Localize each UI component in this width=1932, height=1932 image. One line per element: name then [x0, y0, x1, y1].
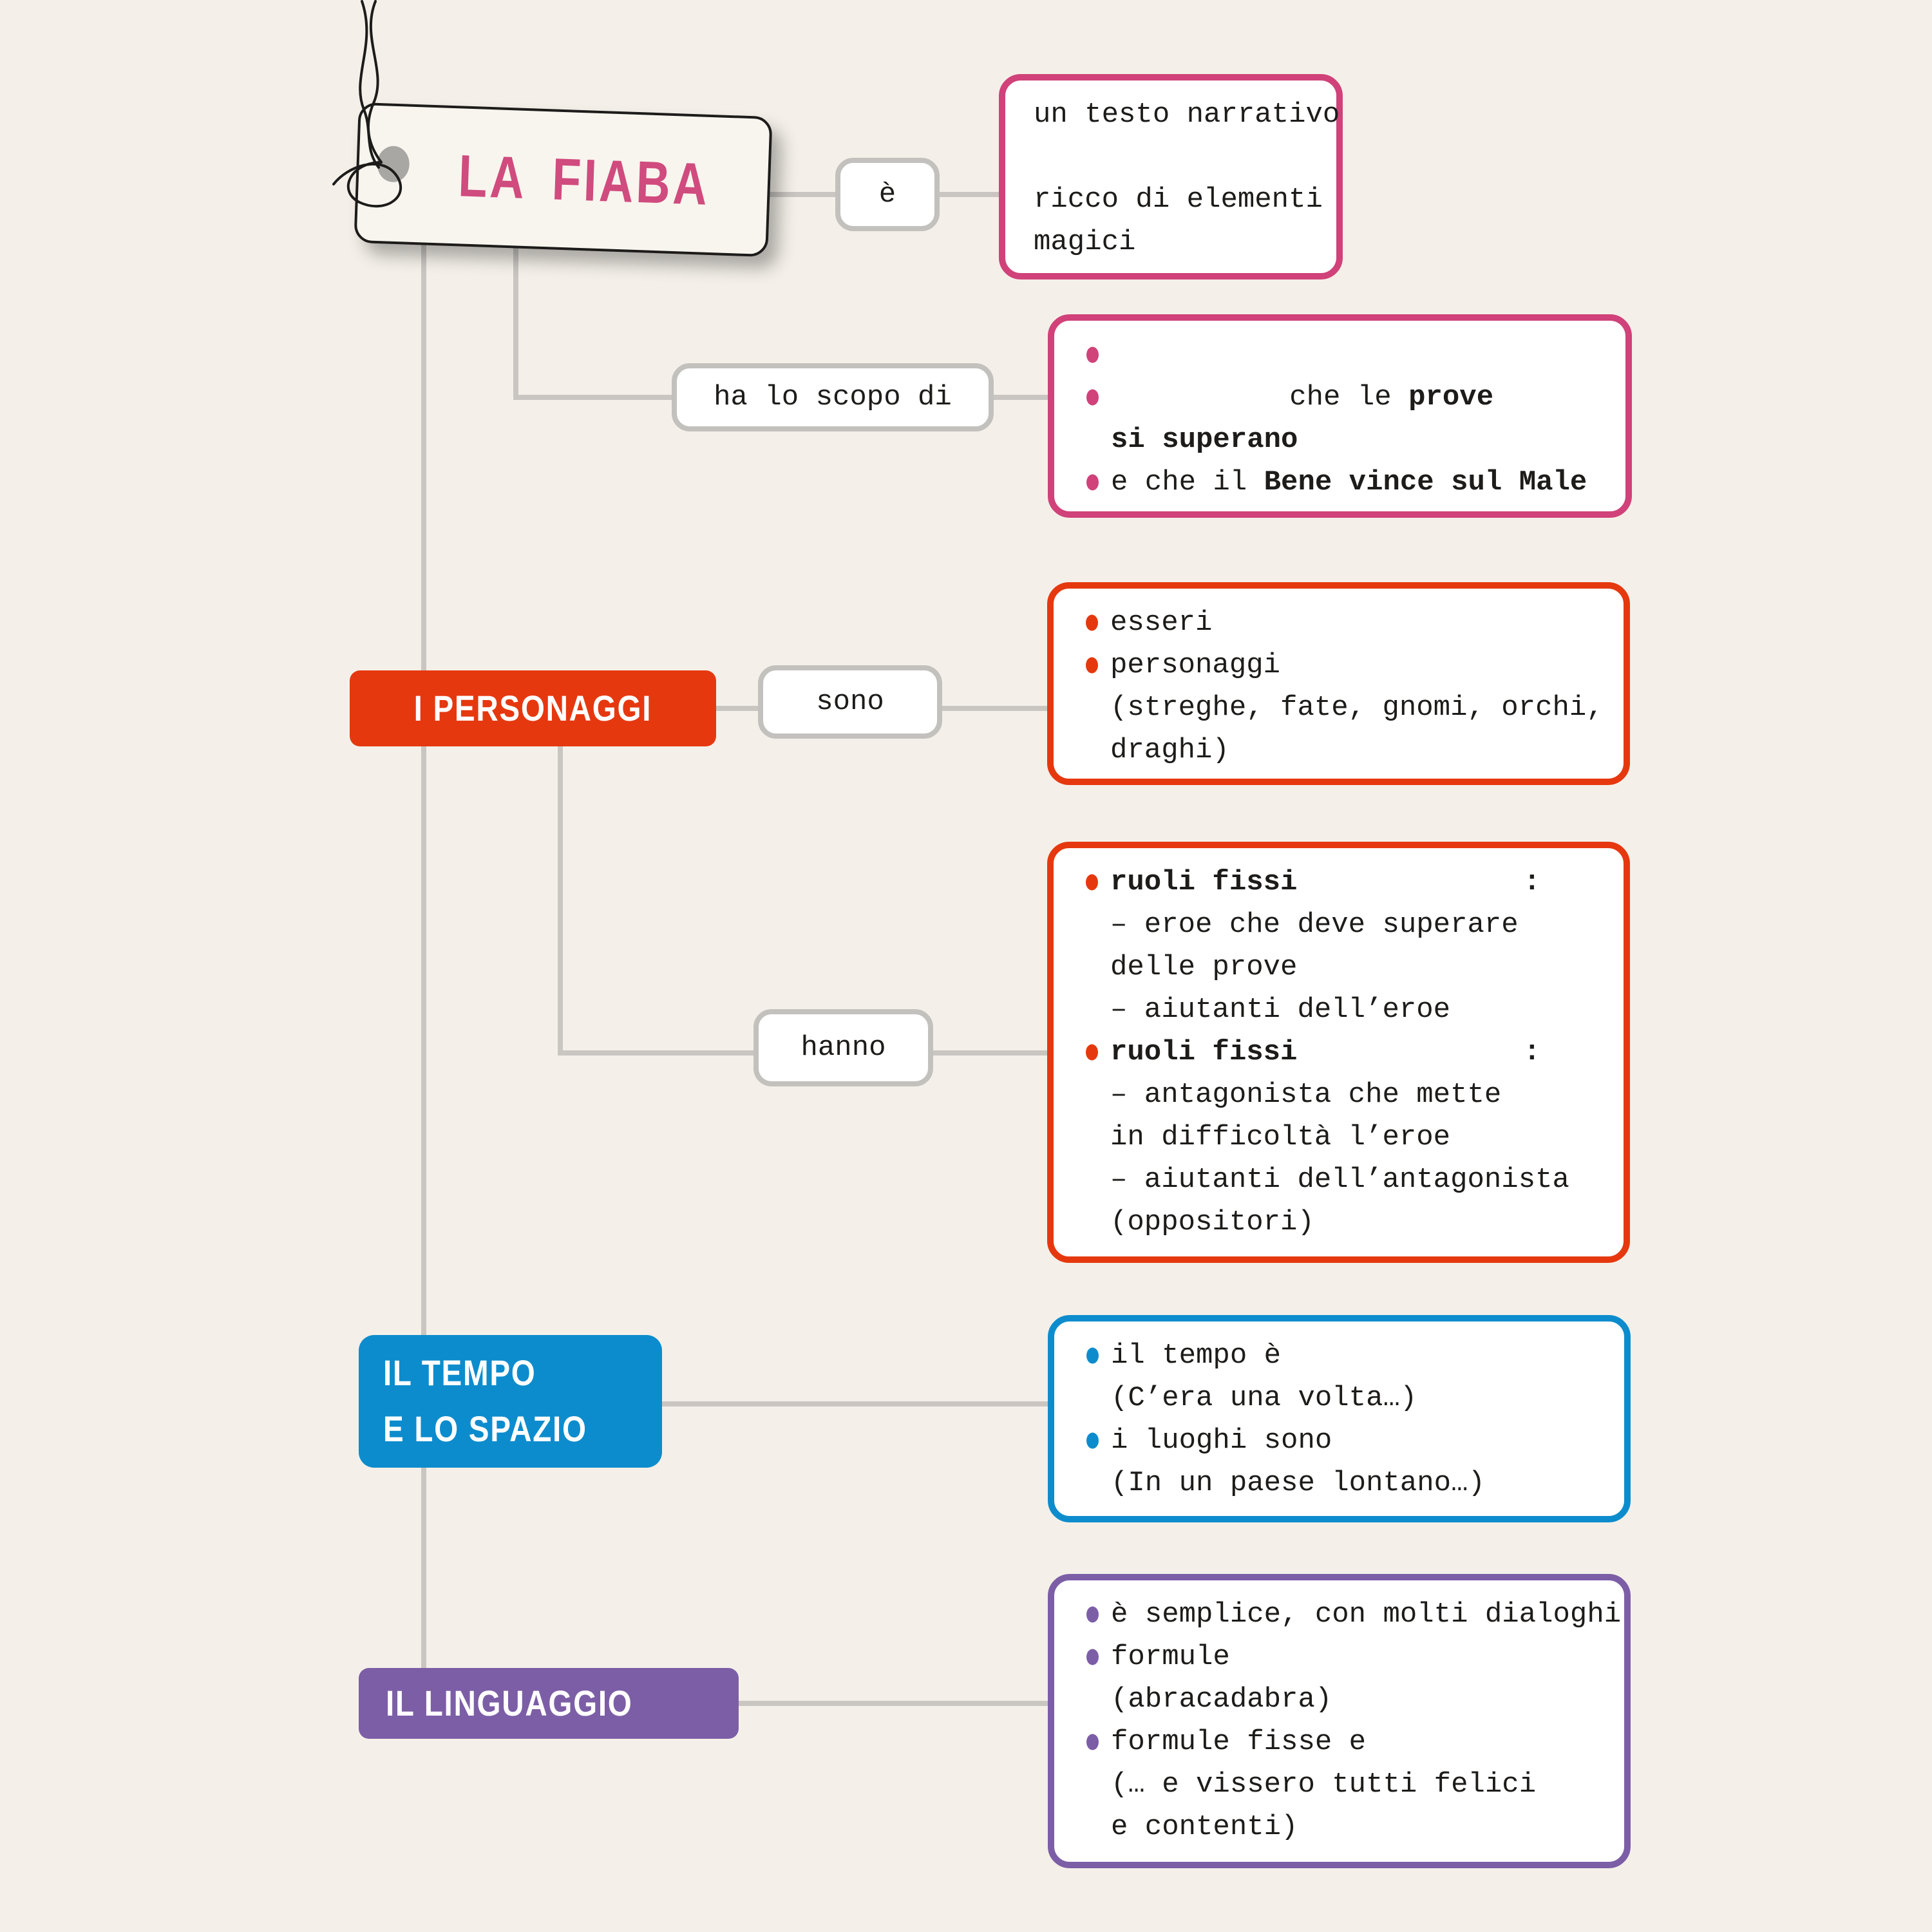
text-segment: esseri	[1110, 607, 1213, 639]
text-line	[1054, 904, 1613, 946]
text-segment: un testo narrativo	[1034, 99, 1340, 131]
text-segment: in difficoltà l’eroe	[1110, 1121, 1451, 1153]
connector-scopo	[516, 238, 672, 397]
bullet-dot-icon	[1086, 347, 1099, 363]
text-line	[1054, 334, 1615, 376]
header-personaggi	[350, 670, 716, 746]
connector-label-hanno-text: hanno	[800, 1032, 886, 1064]
bullet-dot-icon	[1086, 475, 1099, 491]
text-line	[1005, 93, 1340, 136]
bullet-dot-icon	[1086, 1734, 1099, 1750]
text-line	[1054, 1074, 1613, 1116]
text-line	[1054, 1678, 1614, 1721]
bullet-dot-icon	[1086, 390, 1099, 406]
text-segment: (In un paese lontano…)	[1111, 1467, 1485, 1499]
text-segment: il tempo è	[1111, 1340, 1282, 1372]
bullet-dot-icon	[1086, 1649, 1099, 1665]
text-line	[1054, 419, 1615, 461]
text-segment: personaggi	[1110, 649, 1281, 681]
connector-hanno	[560, 744, 753, 1053]
text-segment: formule	[1111, 1641, 1230, 1673]
connector-label-sono	[758, 665, 942, 739]
bullet-dot-icon	[1086, 875, 1098, 891]
bullet-dot-icon	[1086, 615, 1098, 631]
text-segment: e che il	[1111, 466, 1264, 498]
text-line	[1005, 221, 1326, 263]
bullet-dot-icon	[1086, 1607, 1099, 1623]
text-segment: – eroe che deve superare	[1110, 909, 1519, 941]
bullet-dot-icon	[1086, 1045, 1098, 1061]
text-line	[1054, 1721, 1614, 1763]
text-segment: (oppositori)	[1110, 1206, 1314, 1238]
text-segment: – aiutanti dell’eroe	[1110, 994, 1451, 1026]
purpose-box	[1048, 314, 1632, 518]
text-segment: ricco di elementi	[1034, 184, 1323, 216]
text-line	[1054, 1334, 1614, 1377]
header-linguaggio	[359, 1668, 739, 1739]
text-line	[1054, 1419, 1614, 1462]
time-space-box	[1048, 1315, 1631, 1522]
text-segment: formule fisse e	[1111, 1726, 1367, 1758]
text-segment: draghi)	[1110, 734, 1229, 766]
text-line	[1054, 1116, 1613, 1159]
text-line	[1054, 687, 1613, 729]
text-segment: – antagonista che mette	[1110, 1079, 1502, 1111]
text-segment: – aiutanti dell’antagonista	[1110, 1164, 1569, 1196]
text-line	[1054, 1159, 1613, 1201]
text-line	[1054, 601, 1613, 644]
text-line	[1054, 1031, 1613, 1074]
language-box	[1048, 1574, 1631, 1868]
text-line	[1054, 1201, 1613, 1244]
text-segment: (streghe, fate, gnomi, orchi,	[1110, 692, 1604, 724]
bullet-dot-icon	[1086, 1348, 1099, 1364]
text-segment: i luoghi sono	[1111, 1425, 1332, 1457]
text-segment-bold: :	[1523, 1036, 1541, 1068]
text-segment: (abracadabra)	[1111, 1683, 1332, 1716]
text-segment: che le	[1289, 381, 1409, 413]
text-segment-bold: si superano	[1111, 424, 1298, 456]
title-tag	[354, 102, 772, 257]
text-line	[1054, 989, 1613, 1031]
text-line	[1005, 178, 1326, 221]
text-line	[1054, 1593, 1622, 1636]
map-title: LA FIABA	[457, 142, 711, 218]
connector-label-sono-text: sono	[816, 686, 884, 718]
characters-roles-box	[1047, 842, 1630, 1263]
connector-label-e-text: è	[878, 178, 896, 211]
text-line	[1054, 376, 1615, 419]
connector-label-hanno	[753, 1009, 933, 1086]
text-line	[1005, 136, 1326, 178]
text-line	[1054, 1806, 1614, 1848]
text-line	[1054, 1462, 1614, 1504]
text-segment: (… e vissero tutti felici	[1111, 1768, 1537, 1801]
text-line	[1054, 644, 1613, 687]
text-line	[1054, 1636, 1614, 1678]
bullet-dot-icon	[1086, 658, 1098, 674]
header-personaggi-text: I PERSONAGGI	[413, 687, 652, 728]
header-tempo-line1: IL TEMPO	[383, 1352, 536, 1394]
text-segment: (C’era una volta…)	[1111, 1382, 1417, 1414]
text-segment: e contenti)	[1111, 1811, 1298, 1843]
header-tempo-line2: E LO SPAZIO	[383, 1408, 587, 1449]
bullet-dot-icon	[1086, 1433, 1099, 1449]
text-line	[1054, 861, 1613, 904]
text-segment-bold: ruoli fissi	[1110, 866, 1298, 898]
text-segment-bold: prove	[1408, 381, 1494, 413]
connector-label-e	[835, 158, 940, 231]
connector-label-scopo-text: ha lo scopo di	[714, 381, 952, 413]
connector-label-scopo	[672, 363, 994, 431]
text-segment: è semplice, con molti dialoghi	[1111, 1598, 1622, 1631]
tag-grommet	[377, 146, 410, 183]
text-line	[1054, 1763, 1614, 1806]
text-segment-bold: Bene vince sul Male	[1264, 466, 1587, 498]
text-segment: delle prove	[1110, 951, 1298, 983]
text-segment-bold: :	[1523, 866, 1541, 898]
text-line	[1054, 461, 1615, 504]
text-line	[1054, 1377, 1614, 1419]
header-tempo-spazio	[359, 1335, 662, 1468]
characters-types-box	[1047, 582, 1630, 785]
text-line	[1054, 946, 1613, 989]
definition-box	[999, 74, 1343, 279]
header-linguaggio-text: IL LINGUAGGIO	[386, 1682, 633, 1723]
text-segment: magici	[1034, 226, 1136, 258]
text-line	[1054, 729, 1613, 772]
text-segment-bold: ruoli fissi	[1110, 1036, 1298, 1068]
